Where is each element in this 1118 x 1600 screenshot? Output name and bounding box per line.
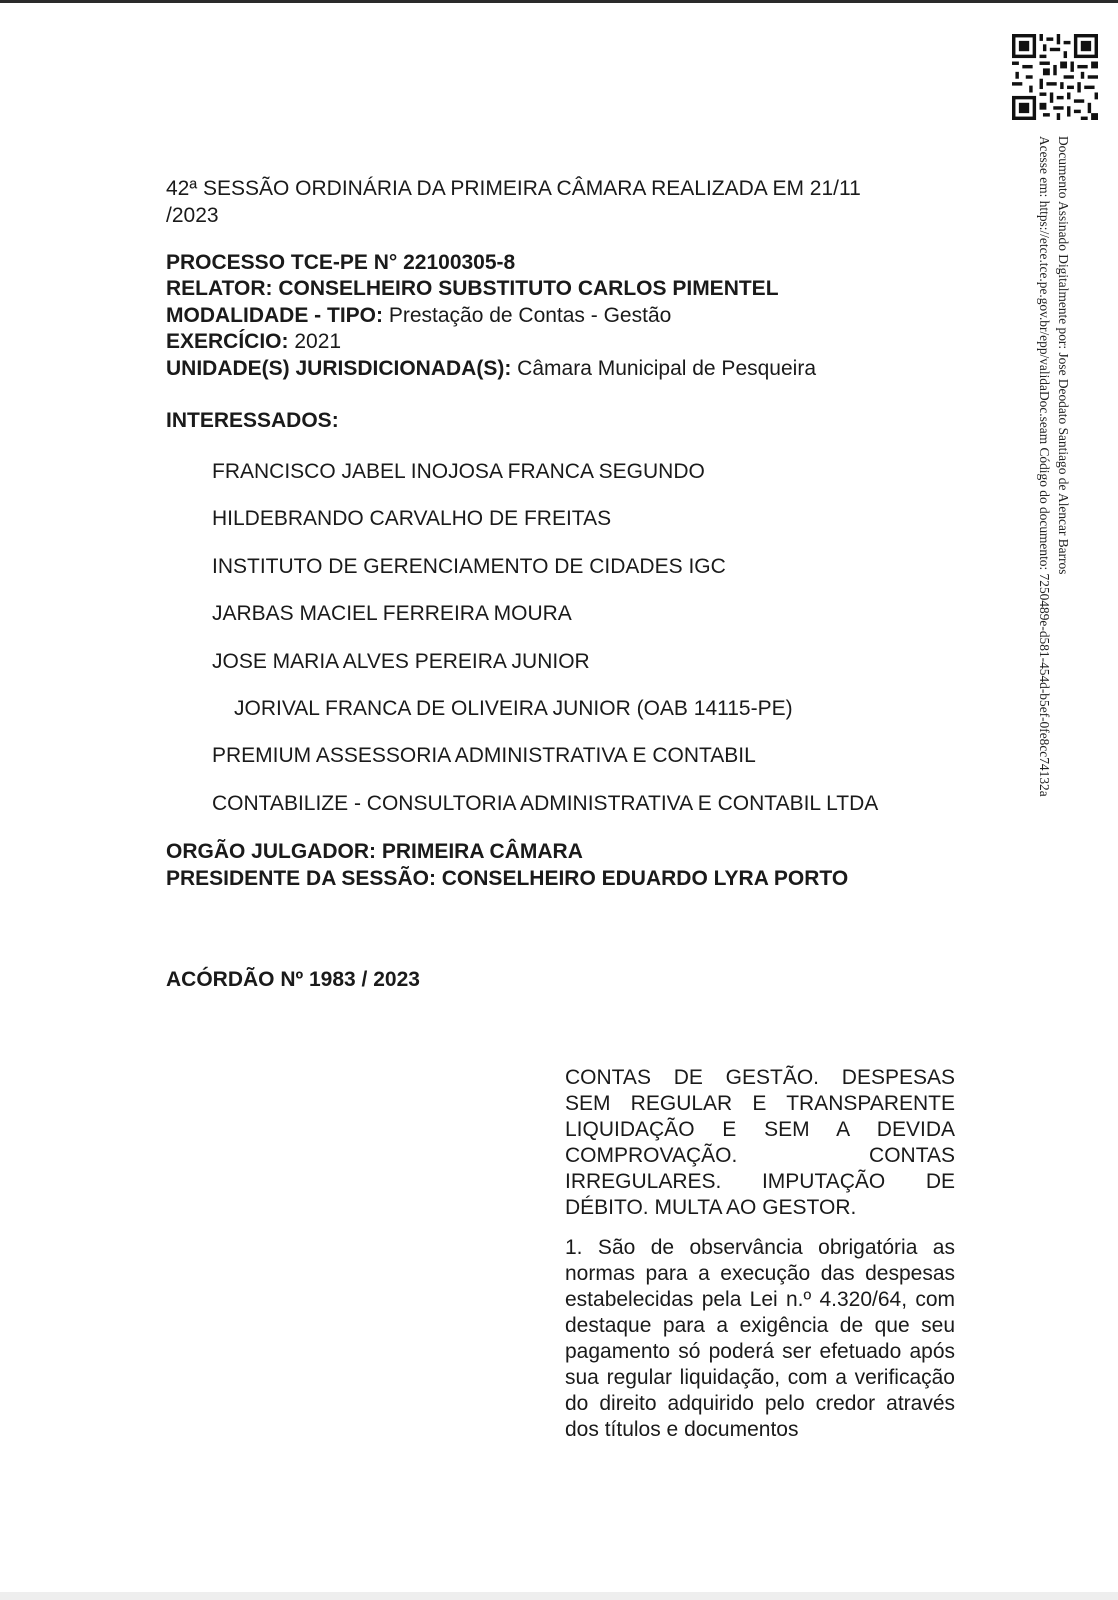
- interessado-item: CONTABILIZE - CONSULTORIA ADMINISTRATIVA E CONTABIL LTDA: [212, 792, 879, 815]
- unidade-value: Câmara Municipal de Pesqueira: [511, 357, 816, 380]
- interessado-item: JOSE MARIA ALVES PEREIRA JUNIOR: [212, 650, 590, 673]
- session-title-line1: 42ª SESSÃO ORDINÁRIA DA PRIMEIRA CÂMARA REALIZADA EM 21/11: [166, 177, 861, 200]
- page-top-edge: [0, 0, 1118, 3]
- acordao-number: ACÓRDÃO Nº 1983 / 2023: [166, 968, 420, 991]
- presidente-sessao: PRESIDENTE DA SESSÃO: CONSELHEIRO EDUARDO LYRA PORTO: [166, 867, 849, 890]
- orgao-julgador: ORGÃO JULGADOR: PRIMEIRA CÂMARA: [166, 840, 583, 863]
- stamp-signer-line: Documento Assinado Digitalmente por: Jose Deodato Santiago de Alencar Barros: [1056, 136, 1071, 575]
- unidade: [166, 355, 816, 382]
- interessado-item: FRANCISCO JABEL INOJOSA FRANCA SEGUNDO: [212, 460, 705, 483]
- session-title: [166, 175, 861, 229]
- interessado-item: JARBAS MACIEL FERREIRA MOURA: [212, 602, 572, 625]
- interessado-item: INSTITUTO DE GERENCIAMENTO DE CIDADES IGC: [212, 555, 726, 578]
- exercicio-label: EXERCÍCIO:: [166, 330, 289, 353]
- interessado-item: HILDEBRANDO CARVALHO DE FREITAS: [212, 507, 612, 530]
- unidade-label: UNIDADE(S) JURISDICIONADA(S):: [166, 357, 512, 380]
- process-number: PROCESSO TCE-PE N° 22100305-8: [166, 251, 516, 274]
- modalidade: [166, 302, 671, 329]
- ementa-item-1: 1. São de observância obrigatória as normas para a execução das despesas estabelecidas pela Lei n.º 4.320/64, com destaque para a exigência de que seu pagamento só poderá ser efetuado após sua regular liquidação, com a verificação do direito adquirido pelo credor através dos títulos e documentos: [565, 1236, 955, 1441]
- interessado-item: JORIVAL FRANCA DE OLIVEIRA JUNIOR (OAB 14115-PE): [234, 697, 793, 720]
- interessado-item: PREMIUM ASSESSORIA ADMINISTRATIVA E CONTABIL: [212, 744, 756, 767]
- qr-code-icon: [1012, 34, 1098, 120]
- relator: RELATOR: CONSELHEIRO SUBSTITUTO CARLOS PIMENTEL: [166, 277, 779, 300]
- exercicio-value: 2021: [288, 330, 342, 353]
- modalidade-label: MODALIDADE - TIPO:: [166, 304, 383, 327]
- page-bottom-edge: [0, 1592, 1118, 1600]
- interessados-label: INTERESSADOS:: [166, 409, 339, 432]
- modalidade-value: Prestação de Contas - Gestão: [382, 304, 672, 327]
- ementa: CONTAS DE GESTÃO. DESPESAS SEM REGULAR E TRANSPARENTE LIQUIDAÇÃO E SEM A DEVIDA COMPROVAÇÃO. CONTAS IRREGULARES. IMPUTAÇÃO DE DÉBITO. MULTA AO GESTOR.: [565, 1066, 955, 1219]
- session-title-line2: /2023: [166, 204, 219, 227]
- exercicio: [166, 328, 341, 355]
- digital-signature-stamp: [1035, 136, 1073, 797]
- stamp-access-line: Acesse em: https://etce.tce.pe.gov.br/epp/validaDoc.seam Código do documento: 7250489e-d581-454d-b5ef-0fe8cc74132a: [1037, 136, 1052, 797]
